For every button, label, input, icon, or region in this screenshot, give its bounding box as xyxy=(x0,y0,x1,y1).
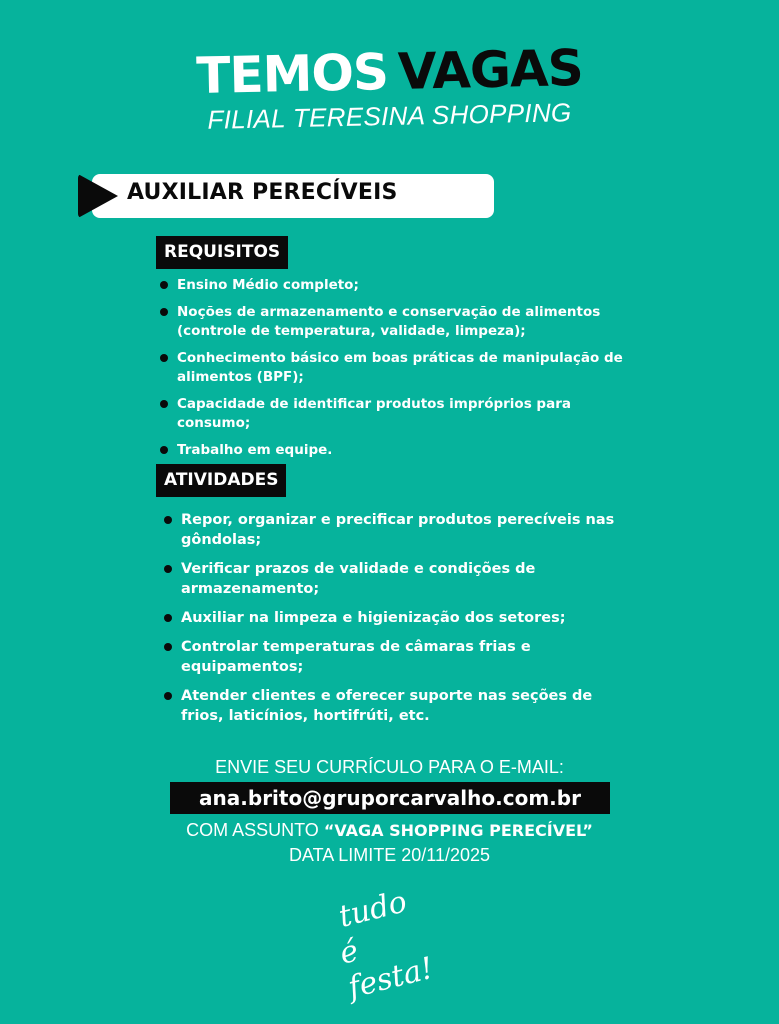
list-item: Noções de armazenamento e conservação de alimentos (controle de temperatura, validade, limpeza); xyxy=(160,303,640,341)
cta-instruction: ENVIE SEU CURRÍCULO PARA O E-MAIL: xyxy=(215,757,564,777)
deadline: DATA LIMITE 20/11/2025 xyxy=(288,845,491,865)
bullet-icon xyxy=(164,516,172,524)
role-title: AUXILIAR PERECÍVEIS xyxy=(127,180,398,205)
logo-line-1: tudo xyxy=(335,884,411,935)
bullet-icon xyxy=(160,400,168,408)
bullet-icon xyxy=(160,446,168,454)
subject-text: “VAGA SHOPPING PERECÍVEL” xyxy=(323,821,593,840)
subject-prefix: COM ASSUNTO xyxy=(186,820,319,840)
logo-line-2: é festa! xyxy=(336,933,437,1006)
list-item: Auxiliar na limpeza e higienização dos setores; xyxy=(164,608,634,628)
list-item: Atender clientes e oferecer suporte nas seções de frios, laticínios, hortifrúti, etc. xyxy=(164,686,634,726)
headline-white-word: TEMOS xyxy=(195,43,389,106)
bullet-icon xyxy=(164,565,172,573)
brand-logo xyxy=(328,876,459,1006)
bullet-icon xyxy=(164,643,172,651)
list-item: Controlar temperaturas de câmaras frias e equipamentos; xyxy=(164,637,634,677)
bullet-icon xyxy=(164,692,172,700)
bullet-icon xyxy=(160,308,168,316)
list-item: Capacidade de identificar produtos impróprios para consumo; xyxy=(160,395,640,433)
headline-black-word: VAGAS xyxy=(397,38,584,101)
list-item: Conhecimento básico em boas práticas de manipulação de alimentos (BPF); xyxy=(160,349,640,387)
activities-label: ATIVIDADES xyxy=(156,464,286,497)
list-item: Repor, organizar e precificar produtos perecíveis nas gôndolas; xyxy=(164,510,634,550)
list-item: Trabalho em equipe. xyxy=(160,441,640,460)
bullet-icon xyxy=(160,354,168,362)
branch-subtitle: FILIAL TERESINA SHOPPING xyxy=(207,97,572,135)
bullet-icon xyxy=(160,281,168,289)
list-item: Ensino Médio completo; xyxy=(160,276,640,295)
email-address[interactable]: ana.brito@gruporcarvalho.com.br xyxy=(170,782,610,814)
list-item: Verificar prazos de validade e condições de armazenamento; xyxy=(164,559,634,599)
activities-list xyxy=(164,510,634,735)
requirements-list xyxy=(160,276,640,468)
requirements-label: REQUISITOS xyxy=(156,236,288,269)
play-triangle-icon xyxy=(78,174,118,218)
bullet-icon xyxy=(164,614,172,622)
cta-subject xyxy=(0,820,779,841)
